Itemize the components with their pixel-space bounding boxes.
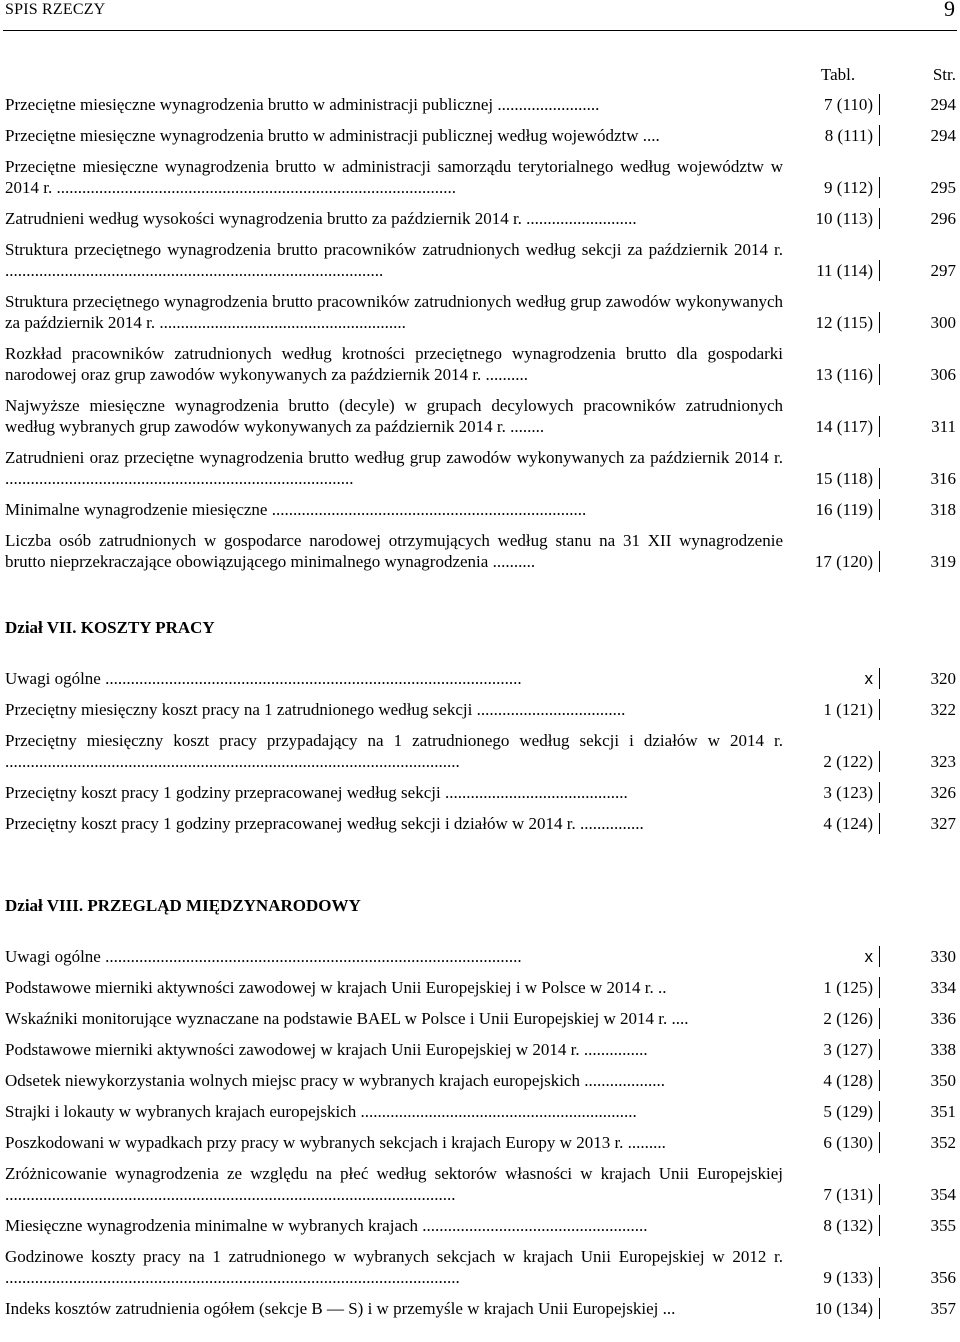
- table-number: x: [777, 668, 880, 689]
- page-ref: 352: [930, 1133, 956, 1152]
- toc-entry[interactable]: [5, 291, 956, 343]
- table-number: 8 (111): [777, 125, 880, 146]
- entry-title: Minimalne wynagrodzenie miesięczne ..........................................................................: [5, 500, 587, 519]
- toc-entry[interactable]: [5, 1246, 956, 1298]
- page-ref: 297: [930, 261, 956, 280]
- page-ref: 355: [930, 1216, 956, 1235]
- toc-entry[interactable]: [5, 1298, 956, 1329]
- page-ref: 338: [930, 1040, 956, 1059]
- table-number: 3 (127): [777, 1039, 880, 1060]
- entry-title: Podstawowe mierniki aktywności zawodowej w krajach Unii Europejskiej w 2014 r. ...............: [5, 1040, 648, 1059]
- table-number: 5 (129): [777, 1101, 880, 1122]
- toc-entry[interactable]: [5, 1101, 956, 1132]
- toc-entry[interactable]: [5, 530, 956, 582]
- table-number: 2 (126): [777, 1008, 880, 1029]
- entry-title: Przeciętne miesięczne wynagrodzenia brutto w administracji publicznej według województw ....: [5, 126, 660, 145]
- entry-title: Strajki i lokauty w wybranych krajach europejskich .................................................................: [5, 1102, 637, 1121]
- table-number: 17 (120): [777, 551, 880, 572]
- table-number: 12 (115): [777, 312, 880, 333]
- table-number: 8 (132): [777, 1215, 880, 1236]
- page-ref: 300: [930, 313, 956, 332]
- entry-title: Zróżnicowanie wynagrodzenia ze względu na płeć według sektorów własności w krajach Unii Europejskiej ..........................................................................................................: [5, 1164, 783, 1204]
- toc-entry[interactable]: [5, 730, 956, 782]
- table-number: 1 (125): [777, 977, 880, 998]
- section-heading: Dział VIII. PRZEGLĄD MIĘDZYNARODOWY: [5, 896, 361, 915]
- entry-title: Najwyższe miesięczne wynagrodzenia brutto (decyle) w grupach decylowych pracowników zatrudnionych według wybranych grup zawodów wykonywanych za październik 2014 r. ........: [5, 396, 783, 436]
- table-number: 13 (116): [777, 364, 880, 385]
- toc-entry[interactable]: [5, 499, 956, 530]
- page-header: [3, 0, 957, 31]
- entry-title: Miesięczne wynagrodzenia minimalne w wybranych krajach .....................................................: [5, 1216, 648, 1235]
- page-ref: 356: [930, 1268, 956, 1287]
- page-ref: 319: [930, 552, 956, 571]
- page-ref: 350: [930, 1071, 956, 1090]
- table-number: 1 (121): [777, 699, 880, 720]
- page-number: 9: [944, 0, 955, 21]
- entry-title: Podstawowe mierniki aktywności zawodowej w krajach Unii Europejskiej i w Polsce w 2014 r. ..: [5, 978, 667, 997]
- toc-entry[interactable]: [5, 782, 956, 813]
- table-number: 10 (134): [777, 1298, 880, 1319]
- entry-title: Poszkodowani w wypadkach przy pracy w wybranych sekcjach i krajach Europy w 2013 r. .........: [5, 1133, 666, 1152]
- entry-title: Indeks kosztów zatrudnienia ogółem (sekcje B — S) i w przemyśle w krajach Unii Europejskiej ...: [5, 1299, 676, 1318]
- toc-entry[interactable]: [5, 977, 956, 1008]
- entry-title: Przeciętny koszt pracy 1 godziny przepracowanej według sekcji i działów w 2014 r. ...............: [5, 814, 644, 833]
- table-number: 4 (124): [777, 813, 880, 834]
- toc-entry[interactable]: [5, 447, 956, 499]
- entry-title: Uwagi ogólne ..................................................................................................: [5, 669, 522, 688]
- entry-title: Przeciętny miesięczny koszt pracy przypadający na 1 zatrudnionego według sekcji i działów w 2014 r. ...........................................................................................................: [5, 731, 783, 771]
- page-ref: 323: [930, 752, 956, 771]
- table-number: 4 (128): [777, 1070, 880, 1091]
- entry-title: Zatrudnieni oraz przeciętne wynagrodzenia brutto według grup zawodów wykonywanych za październik 2014 r. ..................................................................................: [5, 448, 783, 488]
- entry-title: Przeciętny miesięczny koszt pracy na 1 zatrudnionego według sekcji ...................................: [5, 700, 626, 719]
- entry-title: Wskaźniki monitorujące wyznaczane na podstawie BAEL w Polsce i Unii Europejskiej w 2014 r. ....: [5, 1009, 689, 1028]
- table-number: 15 (118): [777, 468, 880, 489]
- toc-entry[interactable]: [5, 208, 956, 239]
- toc-entry[interactable]: [5, 813, 956, 844]
- table-number: 7 (110): [777, 94, 880, 115]
- entry-title: Godzinowe koszty pracy na 1 zatrudnionego w wybranych sekcjach w krajach Unii Europejskiej w 2012 r. ...........................................................................................................: [5, 1247, 783, 1287]
- table-of-contents: [0, 94, 960, 1329]
- page-ref: 351: [930, 1102, 956, 1121]
- entry-title: Odsetek niewykorzystania wolnych miejsc pracy w wybranych krajach europejskich ...................: [5, 1071, 665, 1090]
- toc-entry[interactable]: [5, 1039, 956, 1070]
- page-ref: 296: [930, 209, 956, 228]
- toc-entry[interactable]: [5, 946, 956, 977]
- toc-entry[interactable]: [5, 668, 956, 699]
- page-ref: 357: [930, 1299, 956, 1318]
- table-number: 9 (112): [777, 177, 880, 198]
- page-ref: 327: [930, 814, 956, 833]
- page-ref: 295: [930, 178, 956, 197]
- toc-entry[interactable]: [5, 1163, 956, 1215]
- table-number: 14 (117): [777, 416, 880, 437]
- page-ref: 322: [930, 700, 956, 719]
- entry-title: Przeciętny koszt pracy 1 godziny przepracowanej według sekcji ...........................................: [5, 783, 628, 802]
- header-title: SPIS RZECZY: [5, 1, 106, 18]
- table-number: 6 (130): [777, 1132, 880, 1153]
- entry-title: Przeciętne miesięczne wynagrodzenia brutto w administracji publicznej ........................: [5, 95, 600, 114]
- entry-title: Struktura przeciętnego wynagrodzenia brutto pracowników zatrudnionych według sekcji za październik 2014 r. .........................................................................................: [5, 240, 783, 280]
- toc-entry[interactable]: [5, 699, 956, 730]
- table-number: 9 (133): [777, 1267, 880, 1288]
- entry-title: Zatrudnieni według wysokości wynagrodzenia brutto za październik 2014 r. ..........................: [5, 209, 637, 228]
- toc-entry[interactable]: [5, 1215, 956, 1246]
- table-number: 7 (131): [777, 1184, 880, 1205]
- toc-entry[interactable]: [5, 125, 956, 156]
- table-number: 16 (119): [777, 499, 880, 520]
- table-number: x: [777, 946, 880, 967]
- toc-entry[interactable]: [5, 1070, 956, 1101]
- entry-title: Uwagi ogólne ..................................................................................................: [5, 947, 522, 966]
- page-ref: 330: [930, 947, 956, 966]
- table-number: 10 (113): [777, 208, 880, 229]
- toc-entry[interactable]: [5, 239, 956, 291]
- page-ref: 354: [930, 1185, 956, 1204]
- toc-entry[interactable]: [5, 94, 956, 125]
- page-ref: 318: [930, 500, 956, 519]
- entry-title: Przeciętne miesięczne wynagrodzenia brutto w administracji samorządu terytorialnego według województw w 2014 r. ..............................................................................................: [5, 157, 783, 197]
- toc-entry[interactable]: [5, 156, 956, 208]
- entry-title: Struktura przeciętnego wynagrodzenia brutto pracowników zatrudnionych według grup zawodów wykonywanych za październik 2014 r. ..........................................................: [5, 292, 783, 332]
- column-header-str: Str.: [932, 65, 956, 84]
- page-ref: 336: [930, 1009, 956, 1028]
- column-header-tabl: Tabl.: [820, 65, 856, 84]
- entry-title: Rozkład pracowników zatrudnionych według krotności przeciętnego wynagrodzenia brutto dla gospodarki narodowej oraz grup zawodów wykonywanych za październik 2014 r. ..........: [5, 344, 783, 384]
- page-ref: 306: [930, 365, 956, 384]
- toc-entry[interactable]: [5, 1008, 956, 1039]
- toc-entry[interactable]: [5, 1132, 956, 1163]
- page-ref: 316: [930, 469, 956, 488]
- toc-entry[interactable]: [5, 343, 956, 395]
- entry-title: Liczba osób zatrudnionych w gospodarce narodowej otrzymujących według stanu na 31 XII wynagrodzenie brutto nieprzekraczające obowiązującego minimalnego wynagrodzenia ..........: [5, 531, 783, 571]
- table-number: 2 (122): [777, 751, 880, 772]
- page-ref: 311: [931, 417, 956, 436]
- page-ref: 334: [930, 978, 956, 997]
- table-number: 3 (123): [777, 782, 880, 803]
- page-ref: 320: [930, 669, 956, 688]
- column-headers: [0, 64, 960, 94]
- page-ref: 294: [930, 126, 956, 145]
- section-heading: Dział VII. KOSZTY PRACY: [5, 618, 215, 637]
- page-ref: 294: [930, 95, 956, 114]
- toc-entry[interactable]: [5, 395, 956, 447]
- table-number: 11 (114): [777, 260, 880, 281]
- page-ref: 326: [930, 783, 956, 802]
